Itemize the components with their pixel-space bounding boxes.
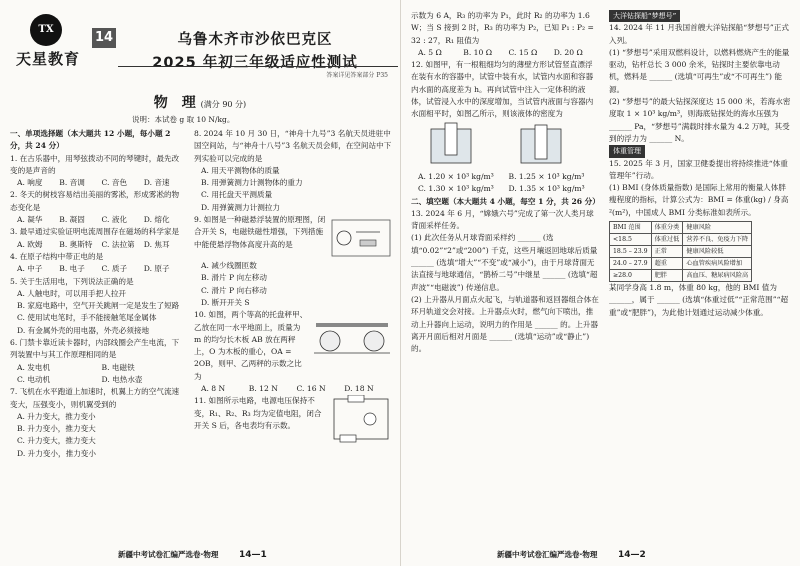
section-2-heading: 二、填空题（本大题共 4 小题，每空 1 分，共 26 分） — [411, 196, 600, 206]
table-header: BMI 范围 — [610, 222, 652, 234]
option: C. 16 N — [296, 384, 326, 394]
option: D. 焦耳 — [143, 239, 170, 249]
question-11-options — [411, 47, 599, 59]
option: A. 1.20 × 10³ kg/m³ — [418, 171, 494, 181]
table-cell: 24.0 – 27.9 — [610, 258, 652, 270]
question-2: 2. 冬天的树枝容易结出美丽的雾凇，形成雾凇的物态变化是 — [10, 190, 180, 212]
question-5: 5. 关于生活用电，下列说法正确的是 — [10, 276, 134, 286]
option: D. 电热水壶 — [101, 374, 143, 384]
publisher-logo — [12, 14, 86, 74]
question-4: 4. 在原子结构中带正电的是 — [10, 251, 104, 261]
right-page-column-1 — [411, 10, 599, 355]
question-15: 15. 2025 年 3 月，国家卫健委提出将持续推进“体重管理年”行动。 — [609, 158, 788, 180]
question-11: 11. 如图所示电路，电源电压保持不变，R₁、R₂、R₃ 均为定值电阻，闭合开关 S 后，各电表均有示数。 — [194, 396, 322, 430]
paper-number-badge: 14 — [92, 28, 116, 48]
option: C. 电动机 — [17, 374, 51, 384]
question-12-options-2 — [411, 183, 599, 195]
option: B. 升力变小，推力变大 — [17, 424, 96, 434]
option: D. 断开开关 S — [201, 297, 250, 307]
question-9: 9. 如图是一种磁悬浮装置的原理图，闭合开关 S，电磁铁磁性增强，下列措施中能使悬浮物体高度升高的是 — [194, 215, 326, 249]
option: A. 响度 — [17, 178, 43, 188]
question-14-part2: (2) “梦想号”的最大钻探深度达 15 000 米，若海水密度取 1 × 10³ kg/m³，则海底钻探处的海水压强为 ______ Pa，“梦想号”满载时排水量为 4.2 万吨，其受到的浮力为 ______ N。 — [609, 97, 791, 143]
option: C. 液化 — [101, 215, 128, 225]
header-divider — [118, 66, 398, 67]
logo-text: 天星教育 — [16, 50, 81, 68]
option: B. 电磁铁 — [101, 362, 135, 372]
option: D. 有金属外壳的用电器，外壳必须接地 — [17, 325, 150, 335]
question-13: 13. 2024 年 6 月，“嫦娥六号”完成了第一次人类月球背面采样任务。 — [411, 208, 594, 231]
table-row — [610, 246, 752, 258]
table-cell: 营养不良、免疫力下降 — [683, 234, 752, 246]
page-number: 14—2 — [617, 550, 646, 560]
option: B. 音调 — [59, 178, 85, 188]
left-page-column-2 — [194, 128, 392, 443]
option: D. 音速 — [143, 178, 170, 188]
table-cell: 18.5 – 23.9 — [610, 246, 652, 258]
question-15-part1: (1) BMI (身体质量指数) 是国际上常用的衡量人体胖瘦程度的指标，计算公式为：BMI = 体重(kg) / 身高²(m²)，中国成人 BMI 分类标准如表所示。 — [609, 183, 789, 217]
question-6: 6. 门禁卡靠近读卡器时，内部线圈会产生电流，下列装置中与其工作原理相同的是 — [10, 338, 180, 360]
option: D. 20 Ω — [553, 47, 583, 57]
section-heading: 一、单项选择题（本大题共 12 小题，每小题 2 分，共 24 分） — [10, 129, 171, 151]
exam-title-line2: 2025 年初三年级适应性测试 — [152, 55, 358, 71]
option: D. 用弹簧测力计测拉力 — [201, 202, 280, 212]
table-header: 健康风险 — [683, 222, 752, 234]
bmi-table — [609, 221, 752, 282]
option: C. 使用试电笔时，手不能接触笔尾金属体 — [17, 313, 157, 323]
table-cell: <18.5 — [610, 234, 652, 246]
question-15-part2: 某同学身高 1.8 m，体重 80 kg，他的 BMI 值为 ______，属于 ______ (选填“体重过低”“正常范围”“超重”或“肥胖”)，为此他计划通过运动减少体重。 — [609, 283, 789, 317]
question-12-figure — [411, 121, 591, 167]
question-15-topic-badge: 体重管理 — [609, 145, 645, 157]
question-13-part2: (2) 上升器从月面点火起飞，与轨道器和返回器组合体在环月轨道交会对接。上升器点火时，燃气向下喷出，推动上升器向上运动，说明力的作用是 ______ 的。上升器离开月面后相对月面是 ______ (选填“运动”或“静止”) 的。 — [411, 294, 599, 354]
table-cell: 正常 — [651, 246, 683, 258]
option: A. 中子 — [17, 264, 43, 274]
question-11-block — [194, 395, 392, 443]
logo-mark: TX — [30, 14, 62, 46]
page-number: 14—1 — [238, 550, 267, 560]
option: A. 用天平测物体的质量 — [201, 165, 280, 175]
table-cell: 体重过低 — [651, 234, 683, 246]
option: D. 原子 — [143, 264, 170, 274]
subject-title — [0, 92, 400, 112]
question-2-options — [10, 214, 186, 226]
instructions: 说明：本试卷 g 取 10 N/kg。 — [132, 115, 235, 124]
question-3: 3. 最早通过实验证明电流周围存在磁场的科学家是 — [10, 227, 180, 237]
option: D. 升力变小，推力变小 — [17, 448, 96, 458]
table-cell: 心血管疾病风险增加 — [683, 258, 752, 270]
answer-reference: 答案详见答案部分 P35 — [326, 72, 388, 79]
option: B. 12 N — [248, 384, 278, 394]
option: B. 1.25 × 10³ kg/m³ — [508, 171, 585, 181]
option: A. 5 Ω — [418, 47, 442, 57]
table-header-row — [610, 222, 752, 234]
question-10-options — [194, 383, 392, 395]
option: D. 18 N — [344, 384, 374, 394]
left-footer — [118, 549, 267, 560]
subject-score: (满分 90 分) — [200, 100, 247, 109]
option: B. 10 Ω — [463, 47, 493, 57]
question-6-options-2 — [10, 374, 186, 386]
question-10-block — [194, 309, 392, 383]
option: B. 家庭电路中，空气开关跳闸一定是发生了短路 — [17, 301, 180, 311]
question-1-options — [10, 177, 186, 189]
table-cell: 超重 — [651, 258, 683, 270]
question-14-topic-badge: 大洋钻探船“梦想号” — [609, 10, 680, 22]
exam-title-line1: 乌鲁木齐市沙依巴克区 — [177, 32, 333, 48]
option: B. 滑片 P 向左移动 — [201, 273, 267, 283]
table-row — [610, 258, 752, 270]
table-cell: ≥28.0 — [610, 270, 652, 282]
table-row — [610, 234, 752, 246]
question-13-part1: (1) 此次任务从月球背面采样约 ______ (选填“0.02”“2”或“200”) 千克，这些月壤返回地球后质量 ______ (选填“增大”“不变”或“减小”)，由于月球背面无法直接与地球通信，“鹊桥二号”中继星 ______ (选填“超声波”“电磁波”) 传递信息。 — [411, 233, 598, 292]
question-8: 8. 2024 年 10 月 30 日，“神舟十九号”3 名航天员进驻中国空间站，与“神舟十八号”3 名航天员会师，在空间站中下列实验可以完成的是 — [194, 129, 392, 163]
option: B. 电子 — [59, 264, 85, 274]
option: C. 升力变大，推力变大 — [17, 436, 96, 446]
option: C. 音色 — [101, 178, 128, 188]
question-11-continued: 示数为 6 A，R₃ 的功率为 P₁，此时 R₂ 的功率为 1.6 W；当 S 接到 2 时，R₃ 的功率为 P₂，已知 P₁ : P₂ = 32 : 27，R₁ 阻值为 — [411, 11, 594, 45]
option: A. 升力变大，推力变小 — [17, 411, 96, 421]
option: C. 滑片 P 向右移动 — [201, 285, 267, 295]
question-9-figure — [330, 214, 392, 260]
question-1: 1. 在古乐器中，用琴弦拨动不同的琴键时，最先改变的是声音的 — [10, 153, 180, 175]
option: D. 熔化 — [143, 215, 170, 225]
left-column — [10, 128, 186, 460]
option: A. 减少线圈匝数 — [201, 261, 257, 271]
right-footer — [497, 549, 646, 560]
question-6-options — [10, 362, 186, 374]
table-header: 体重分类 — [651, 222, 683, 234]
right-page — [400, 0, 800, 566]
question-14-part1: (1) “梦想号”采用双燃料设计，以燃料燃烧产生的能量驱动，钻杆总长 3 000 余米，钻探时主要依靠电动机，燃料是 ______ (选填“可再生”或“不可再生”) 能源。 — [609, 47, 790, 94]
option: C. 1.30 × 10³ kg/m³ — [418, 184, 494, 194]
table-cell: 高血压、糖尿病风险高 — [683, 270, 752, 282]
question-9-block — [194, 214, 392, 260]
option: C. 质子 — [101, 264, 128, 274]
question-4-options — [10, 263, 186, 275]
question-12-options — [411, 171, 599, 183]
option: A. 凝华 — [17, 215, 43, 225]
option: C. 用托盘天平测质量 — [201, 190, 273, 200]
question-10: 10. 如图，两个等高的托盘秤甲、乙放在同一水平地面上，质量为 m 的均匀长木板 AB 放在两秤上，O 为木板的重心，OA = 2OB，则甲、乙两秤的示数之比为 — [194, 310, 308, 381]
footer-title: 新疆中考试卷汇编严选卷·物理 — [497, 550, 598, 559]
footer-title: 新疆中考试卷汇编严选卷·物理 — [118, 550, 219, 559]
subject-name: 物 理 — [153, 95, 196, 111]
table-cell: 肥胖 — [651, 270, 683, 282]
option: A. 欧姆 — [17, 239, 43, 249]
option: C. 法拉第 — [101, 239, 135, 249]
question-12: 12. 如图甲，有一根粗细均匀的薄壁方形试管竖直漂浮在装有水的容器中，试管中装有水，试管内水面和容器内水面的高度差为 h。再向试管中注入一定体积的液体，试管浸入水中的深度增加，当试管内液面与容器内水面相平时，如图乙所示，则该液体的密度为 — [411, 60, 594, 119]
question-7: 7. 飞机在水平跑道上加速时，机翼上方的空气流速变大，压强变小，则机翼受到的 — [10, 387, 180, 409]
question-3-options — [10, 239, 186, 251]
option: B. 用弹簧测力计测物体的重力 — [201, 178, 303, 188]
scale-figure — [312, 309, 392, 361]
option: B. 凝固 — [59, 215, 85, 225]
table-cell: 健康风险较低 — [683, 246, 752, 258]
option: D. 1.35 × 10³ kg/m³ — [508, 184, 585, 194]
option: A. 发电机 — [17, 362, 51, 372]
table-row — [610, 270, 752, 282]
option: B. 奥斯特 — [59, 239, 93, 249]
option: A. 人触电时，可以用手把人拉开 — [17, 288, 127, 298]
right-page-column-2 — [609, 10, 793, 319]
circuit-figure — [330, 395, 392, 443]
question-14: 14. 2024 年 11 月我国首艘大洋钻探船“梦想号”正式入列。 — [609, 23, 789, 45]
option: C. 15 Ω — [508, 47, 538, 57]
option: A. 8 N — [201, 384, 226, 394]
